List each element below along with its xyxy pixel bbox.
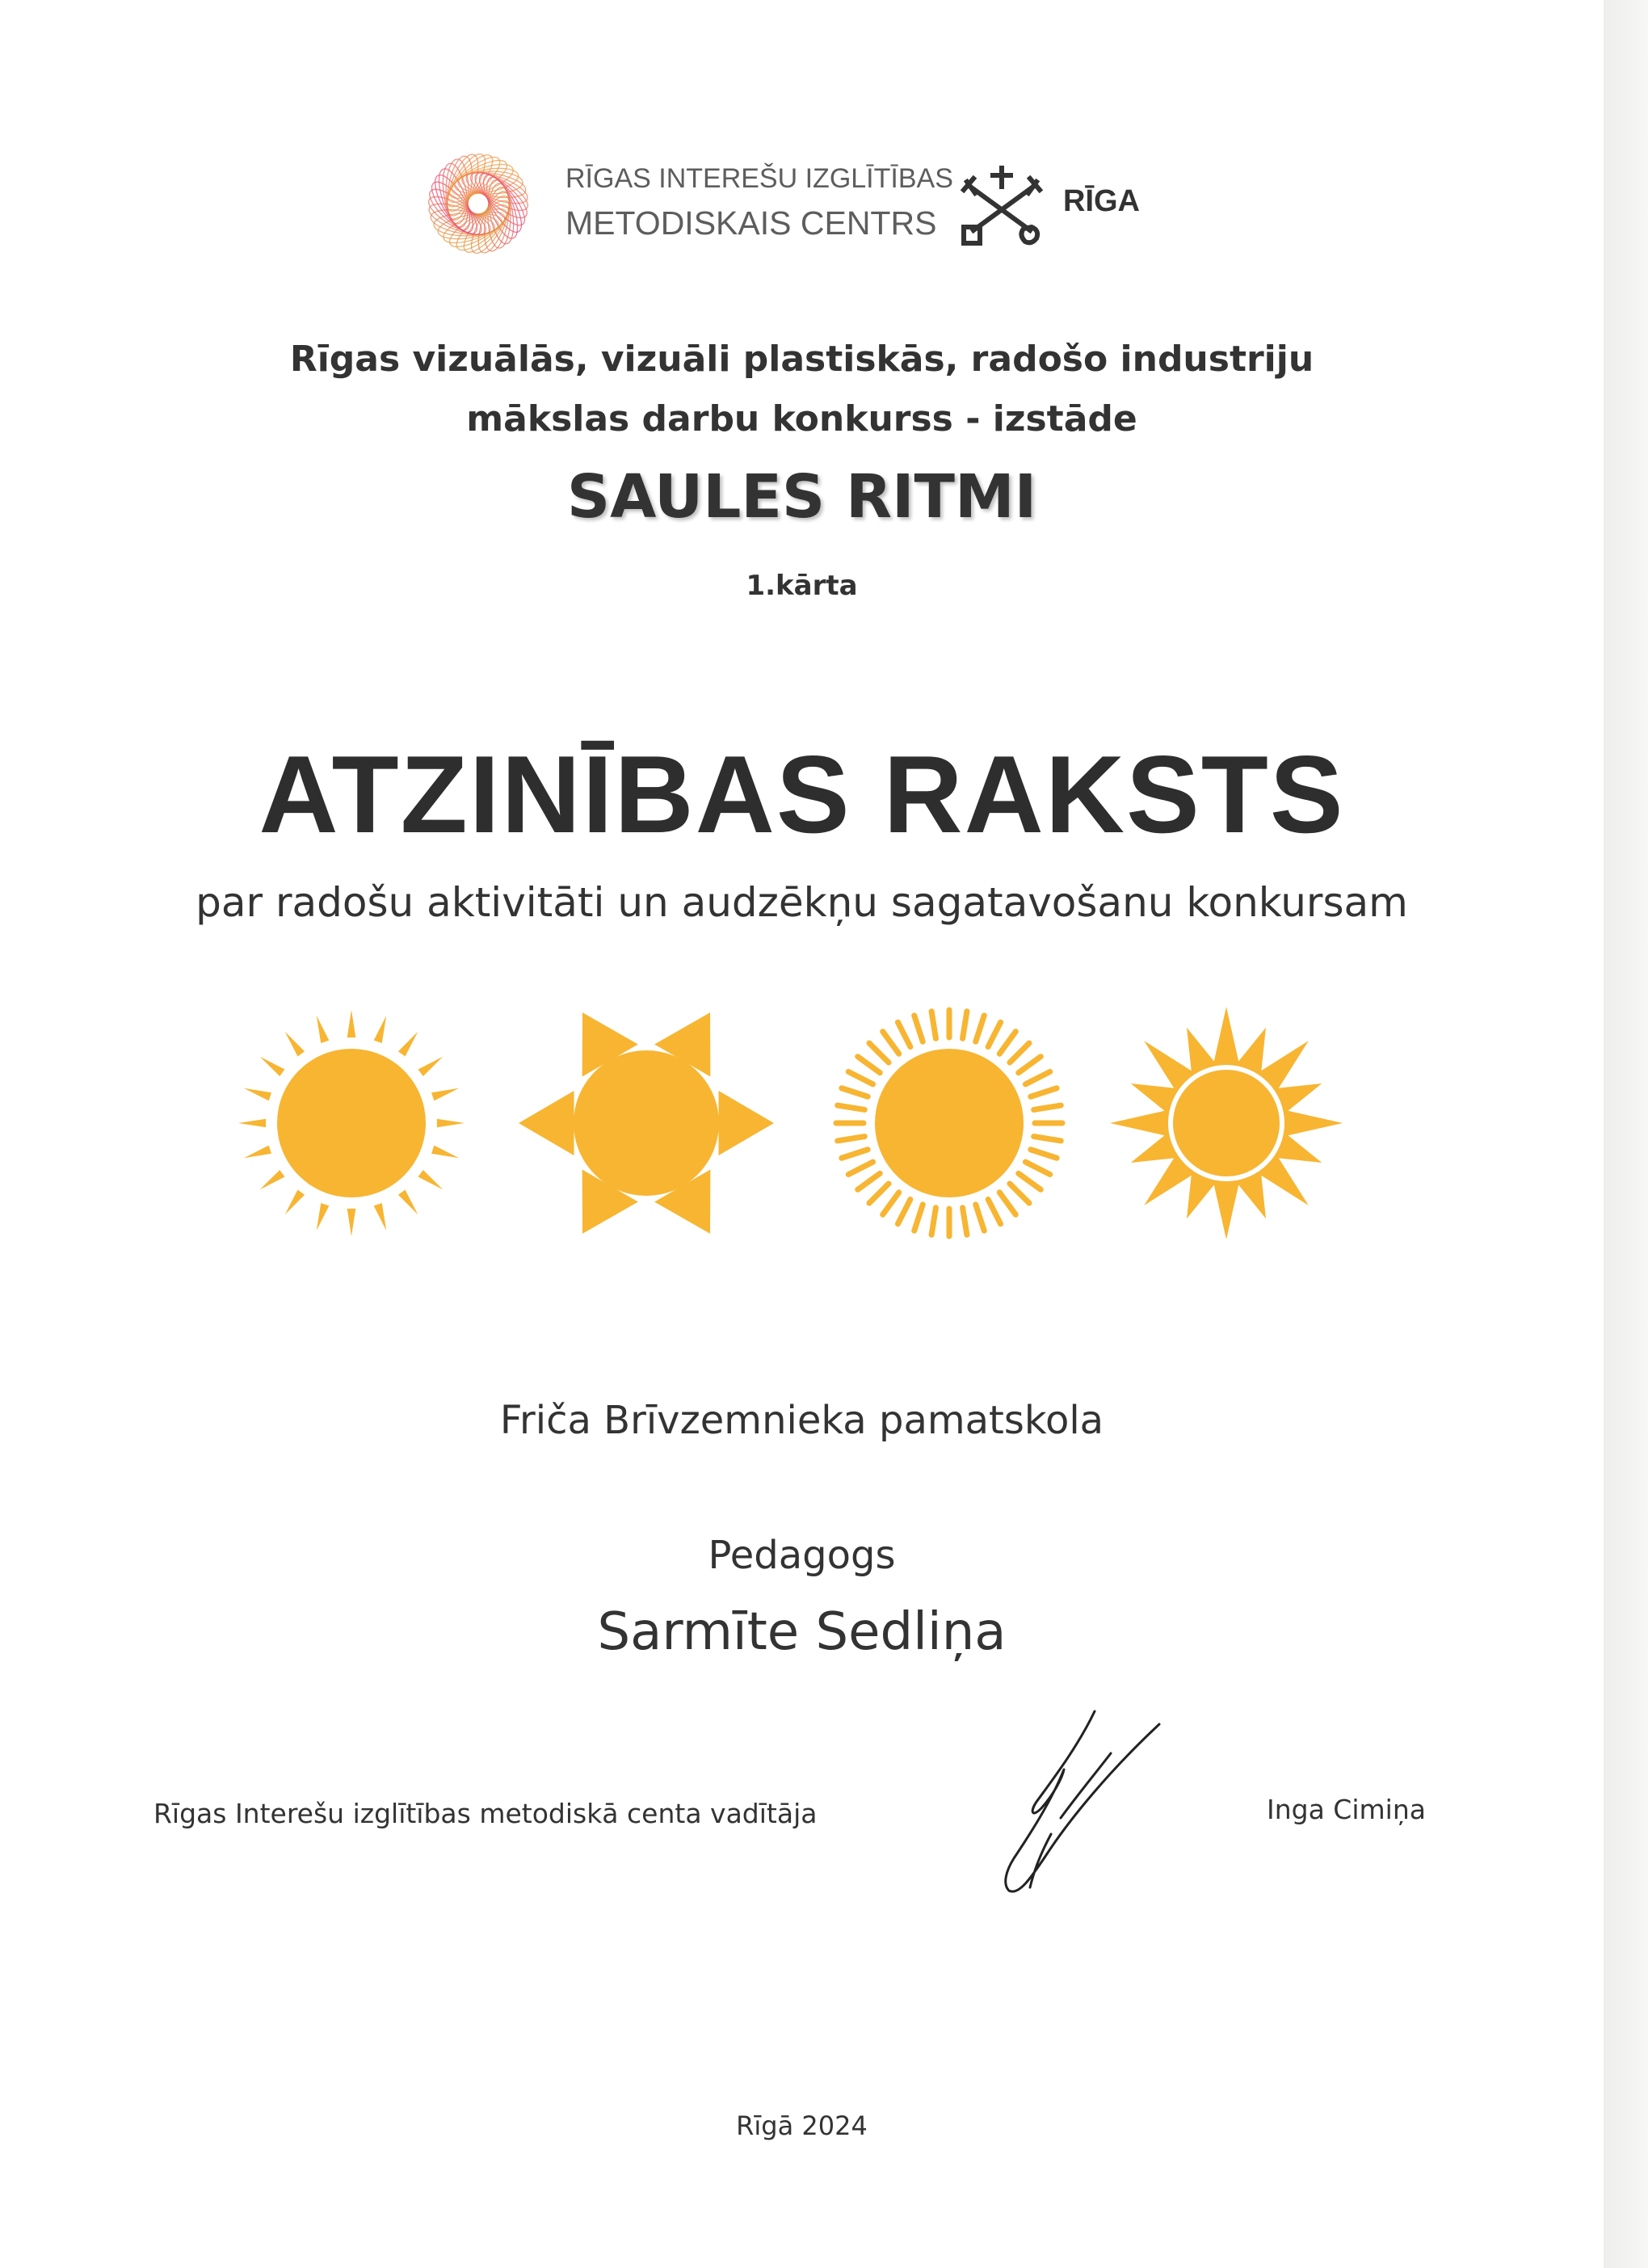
certificate-title: ATZINĪBAS RAKSTS <box>259 733 1345 856</box>
sun-icon <box>1110 1007 1343 1239</box>
scan-edge <box>1604 0 1648 2268</box>
sun-illustrations <box>234 998 1349 1248</box>
signatory-name: Inga Cimiņa <box>1267 1794 1426 1825</box>
swirl-logo-icon <box>420 145 537 263</box>
sun-icon <box>836 1010 1062 1236</box>
organization-logo-text <box>565 162 953 244</box>
place-and-date: Rīgā 2024 <box>736 2110 868 2141</box>
contest-description-line1: Rīgas vizuālās, vizuāli plastiskās, radošo industriju <box>289 339 1314 380</box>
contest-description <box>0 330 1604 449</box>
sun-icon <box>238 1010 465 1236</box>
organization-name-line2: METODISKAIS CENTRS <box>565 204 937 242</box>
recipient-name: Sarmīte Sedliņa <box>597 1602 1007 1662</box>
riga-logo-text: RĪGA <box>1063 184 1140 218</box>
school-name: Friča Brīvzemnieka pamatskola <box>499 1398 1104 1443</box>
contest-name: SAULES RITMI <box>566 462 1037 532</box>
recipient-role: Pedagogs <box>708 1533 896 1578</box>
organization-name-line1: RĪGAS INTEREŠU IZGLĪTĪBAS <box>565 163 953 194</box>
contest-description-line2: mākslas darbu konkurss - izstāde <box>466 398 1137 440</box>
sun-icon <box>519 1012 774 1234</box>
certificate-reason: par radošu aktivitāti un audzēkņu sagatavošanu konkursam <box>195 879 1408 926</box>
riga-coat-of-arms-icon <box>957 166 1046 246</box>
signatory-title: Rīgas Interešu izglītības metodiskā centa vadītāja <box>153 1798 818 1829</box>
handwritten-signature <box>973 1697 1216 1907</box>
contest-round: 1.kārta <box>746 570 858 602</box>
